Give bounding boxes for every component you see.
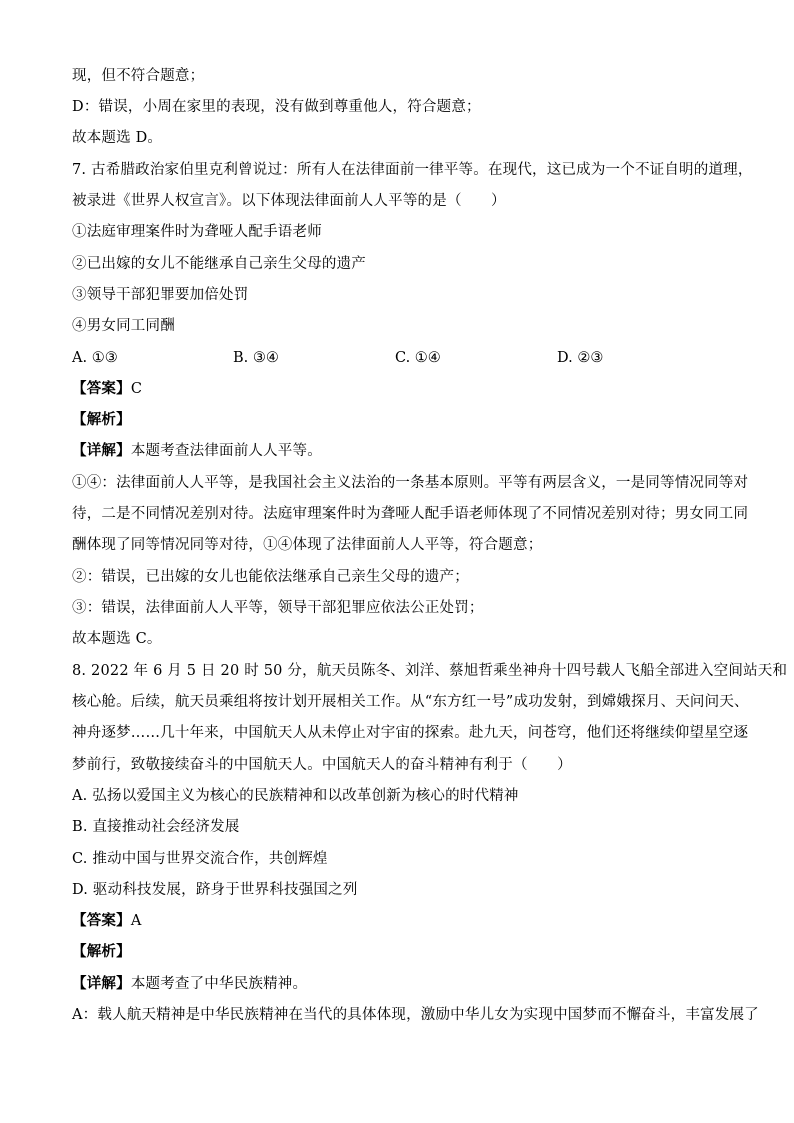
answer-line [72, 379, 732, 399]
question-8-stem: 神舟逐梦……几十年来，中国航天人从未停止对宇宙的探索。赴九天，问苍穹，他们还将继续仰望星空逐 [72, 725, 749, 741]
explanation-line: ①④：法律面前人人平等，是我国社会主义法治的一条基本原则。平等有两层含义，一是同等情况同等对 [72, 475, 749, 491]
question-7-stem: 被录进《世界人权宣言》。以下体现法律面前人人平等的是（ ） [72, 193, 506, 209]
option-b: B. 直接推动社会经济发展 [72, 819, 240, 835]
answer-tag: 【答案】 [72, 380, 131, 397]
detail-line [72, 441, 732, 461]
statement-1: ①法庭审理案件时为聋哑人配手语老师 [72, 224, 322, 240]
option-b: B. ③④ [233, 350, 279, 366]
option-a: A. 弘扬以爱国主义为核心的民族精神和以改革创新为核心的时代精神 [72, 788, 519, 804]
answer-value: A [130, 913, 142, 929]
option-c: C. ①④ [395, 350, 441, 366]
option-a: A. ①③ [72, 350, 118, 366]
detail-tag: 【详解】 [72, 975, 131, 992]
question-7-stem: 7. 古希腊政治家伯里克利曾说过：所有人在法律面前一律平等。在现代，这已成为一个不证自明的道理， [72, 162, 753, 178]
detail-text: 本题考查法律面前人人平等。 [130, 443, 322, 459]
question-8-stem: 核心舱。后续，航天员乘组将按计划开展相关工作。从“东方红一号”成功发射，到嫦娥探月、天问问天、 [72, 694, 749, 710]
option-d: D. ②③ [557, 350, 604, 366]
statement-3: ③领导干部犯罪要加倍处罚 [72, 287, 249, 303]
option-c: C. 推动中国与世界交流合作，共创辉煌 [72, 851, 328, 867]
detail-line [72, 974, 732, 994]
analysis-tag: 【解析】 [72, 411, 131, 428]
text-line: 现，但不符合题意； [72, 68, 205, 84]
explanation-line: 待，二是不同情况差别对待。法庭审理案件时为聋哑人配手语老师体现了不同情况差别对待；男女同工同 [72, 506, 749, 522]
answer-tag: 【答案】 [72, 912, 131, 929]
explanation-line: ③：错误，法律面前人人平等，领导干部犯罪应依法公正处罚； [72, 600, 484, 616]
question-8-stem: 8. 2022 年 6 月 5 日 20 时 50 分，航天员陈冬、刘洋、蔡旭哲乘坐神舟十四号载人飞船全部进入空间站天和 [72, 663, 788, 679]
detail-tag: 【详解】 [72, 442, 131, 459]
answer-value: C [130, 381, 143, 397]
explanation-line: 故本题选 C。 [72, 631, 162, 647]
text-line: 故本题选 D。 [72, 130, 163, 146]
explanation-line: A：载人航天精神是中华民族精神在当代的具体体现，激励中华儿女为实现中国梦而不懈奋斗，丰富发展了 [72, 1007, 759, 1023]
detail-text: 本题考查了中华民族精神。 [130, 976, 308, 992]
analysis-tag: 【解析】 [72, 943, 131, 960]
explanation-line: 酬体现了同等情况同等对待，①④体现了法律面前人人平等，符合题意； [72, 537, 543, 553]
question-8-stem: 梦前行，致敬接续奋斗的中国航天人。中国航天人的奋斗精神有利于（ ） [72, 757, 572, 773]
option-d: D. 驱动科技发展，跻身于世界科技强国之列 [72, 882, 358, 898]
text-line: D：错误，小周在家里的表现，没有做到尊重他人，符合题意； [72, 99, 481, 115]
answer-line [72, 911, 732, 931]
statement-2: ②已出嫁的女儿不能继承自己亲生父母的遗产 [72, 256, 366, 272]
explanation-line: ②：错误，已出嫁的女儿也能依法继承自己亲生父母的遗产； [72, 569, 469, 585]
statement-4: ④男女同工同酬 [72, 318, 175, 334]
